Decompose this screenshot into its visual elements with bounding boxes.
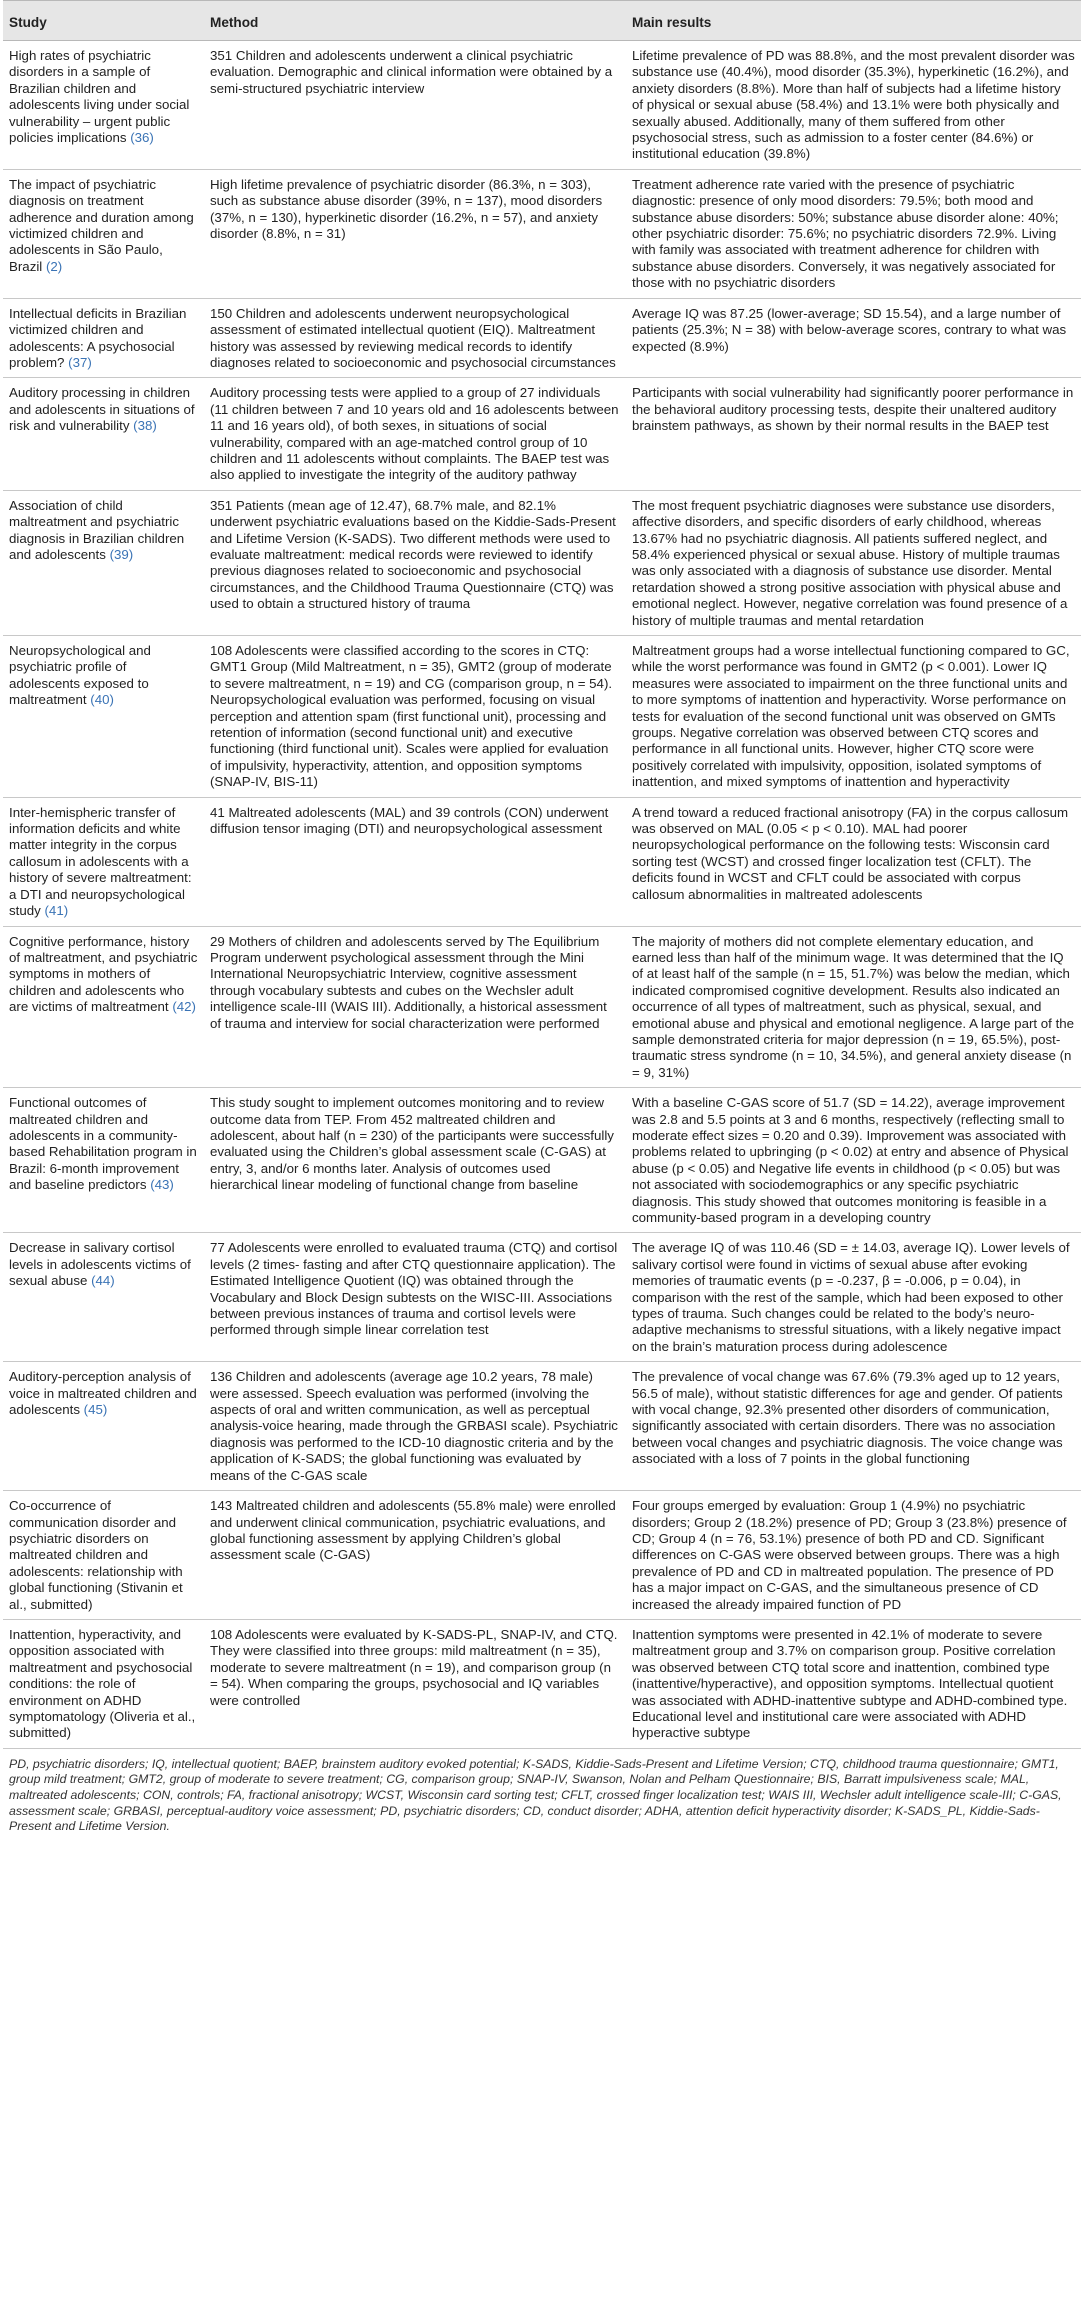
study-reference-link[interactable]: (40) — [90, 692, 114, 708]
cell-method: 41 Maltreated adolescents (MAL) and 39 controls (CON) underwent diffusion tensor imaging (DTI) and neuropsychological assessment — [204, 797, 626, 926]
cell-method: Auditory processing tests were applied to a group of 27 individuals (11 children between 7 and 10 years old and 16 adolescents between 11 and 16 years old), of both sexes, in situations of social vulnerability, compared with an age-matched control group of 10 children and 11 adolescents without complaints. The BAEP test was also applied to investigate the integrity of the auditory pathway — [204, 378, 626, 490]
cell-main-results: The most frequent psychiatric diagnoses were substance use disorders, affective disorders, and specific disorders of early childhood, whereas 13.67% had no psychiatric diagnosis. All patients suffered neglect, and 58.4% experienced physical or sexual abuse. History of multiple traumas was only associated with a diagnosis of substance use disorder. Mental retardation showed a strong positive association with physical abuse and emotional neglect. However, negative correlation was found presence of a history of multiple traumas and mental retardation — [626, 490, 1081, 635]
table-row — [3, 41, 1081, 170]
study-title: Intellectual deficits in Brazilian victimized children and adolescents: A psychosocial problem? — [9, 305, 187, 370]
table-row — [3, 1362, 1081, 1491]
cell-main-results: With a baseline C-GAS score of 51.7 (SD = 14.22), average improvement was 2.8 and 5.5 points at 3 and 6 months, respectively (reflecting small to moderate effect sizes = 0.20 and 0.39). Improvement was associated with problems related to upbringing (p < 0.02) at entry and absence of Physical abuse (p < 0.05) and Negative life events in childhood (p < 0.05) but was not associated with sociodemographics or any specific psychiatric diagnosis. This study showed that outcomes monitoring is feasible in a community-based program in a developing country — [626, 1088, 1081, 1233]
cell-main-results: Treatment adherence rate varied with the presence of psychiatric diagnostic: presence of only mood disorders: 79.5%; both mood and substance abuse disorders: 50%; substance abuse disorder alone: 40%; other psychiatric disorder: 75.6%; no psychiatric disorders 72.9%. Living with family was associated with treatment adherence for children with substance abuse disorders. Conversely, it was negatively associated for those with no psychiatric disorders — [626, 169, 1081, 298]
cell-study — [3, 298, 204, 378]
cell-method: 143 Maltreated children and adolescents (55.8% male) were enrolled and underwent clinical communication, psychiatric evaluations, and global functioning assessment by applying Children’s global assessment scale (C-GAS) — [204, 1491, 626, 1620]
table-row — [3, 1088, 1081, 1233]
study-reference-link[interactable]: (41) — [44, 903, 69, 919]
table-row — [3, 378, 1081, 490]
table-row — [3, 1491, 1081, 1620]
cell-main-results: Participants with social vulnerability had significantly poorer performance in the behavioral auditory processing tests, despite their unaltered auditory brainstem pathways, as shown by their normal results in the BAEP test — [626, 378, 1081, 490]
header-method: Method — [204, 1, 626, 41]
cell-method: 351 Patients (mean age of 12.47), 68.7% male, and 82.1% underwent psychiatric evaluations based on the Kiddie-Sads-Present and Lifetime Version (K-SADS). Two different methods were used to evaluate maltreatment: medical records were reviewed to identify previous diagnoses related to socioeconomic and psychosocial circumstances, and the Childhood Trauma Questionnaire (CTQ) was used to obtain a structured history of trauma — [204, 490, 626, 635]
study-title: Neuropsychological and psychiatric profile of adolescents exposed to maltreatment — [9, 643, 151, 708]
header-study: Study — [3, 1, 204, 41]
cell-main-results: The majority of mothers did not complete elementary education, and earned less than half of the minimum wage. It was determined that the IQ of at least half of the sample (n = 15, 51.7%) was below the median, which indicated compromised cognitive development. Results also indicated an occurrence of all types of maltreatment, such as physical, sexual, and emotional abuse and physical and emotional negligence. A large part of the sample demonstrated criteria for major depression (n = 19, 65.5%), post-traumatic stress syndrome (n = 10, 34.5%), and general anxiety disease (n = 9, 31%) — [626, 926, 1081, 1088]
study-title: Auditory-perception analysis of voice in maltreated children and adolescents — [9, 1369, 197, 1418]
table-row — [3, 298, 1081, 378]
study-reference-link[interactable]: (45) — [83, 1402, 108, 1418]
cell-method: This study sought to implement outcomes monitoring and to review outcome data from TEP. From 452 maltreated children and adolescent, about half (n = 230) of the participants were successfully evaluated using the Children’s global assessment scale (C-GAS) at entry, 3, and/or 6 months later. Analysis of outcomes used hierarchical linear modeling of functional change from baseline — [204, 1088, 626, 1233]
cell-main-results: Inattention symptoms were presented in 42.1% of moderate to severe maltreatment group and 3.7% on comparison group. Positive correlation was observed between CTQ total score and inattention, combined type (inattentive/hyperactive), and opposition symptoms. Intellectual quotient was associated with ADHD-inattentive subtype and ADHD-combined type. Educational level and institutional care were associated with ADHD hyperactive subtype — [626, 1619, 1081, 1748]
cell-study — [3, 1619, 204, 1748]
table-row — [3, 926, 1081, 1088]
header-row — [3, 1, 1081, 41]
table-row — [3, 797, 1081, 926]
cell-main-results: The average IQ of was 110.46 (SD = ± 14.03, average IQ). Lower levels of salivary cortisol were found in victims of sexual abuse after evoking memories of traumatic events (p = -0.237, β = -0.006, p = 0.04), in comparison with the rest of the sample, which had been exposed to other types of trauma. Such changes could be related to the body’s neuro-adaptive mechanisms to stressful situations, with a likely negative impact on the brain’s maturation process during adolescence — [626, 1233, 1081, 1362]
header-main-results: Main results — [626, 1, 1081, 41]
cell-study — [3, 41, 204, 170]
cell-method: 29 Mothers of children and adolescents served by The Equilibrium Program underwent psychological assessment through the Mini International Neuropsychiatric Interview, cognitive assessment through vocabulary subtests and cubes on the Wechsler adult intelligence scale-III (WAIS III). Additionally, a historical assessment of trauma and interview for social characterization were performed — [204, 926, 626, 1088]
cell-method: 108 Adolescents were evaluated by K-SADS-PL, SNAP-IV, and CTQ. They were classified into three groups: mild maltreatment (n = 35), moderate to severe maltreatment (n = 19), and comparison group (n = 54). When comparing the groups, psychosocial and IQ variables were controlled — [204, 1619, 626, 1748]
study-reference-link[interactable]: (2) — [45, 258, 63, 274]
cell-study — [3, 1233, 204, 1362]
study-title: High rates of psychiatric disorders in a sample of Brazilian children and adolescents living under social vulnerability – urgent public policies implications — [9, 48, 190, 146]
cell-main-results: Maltreatment groups had a worse intellectual functioning compared to GC, while the worst performance was found in GMT2 (p < 0.001). Lower IQ measures were associated to impairment on the three functional units and to more symptoms of inattention and hyperactivity. Worse performance on tests for evaluation of the second functional unit was observed on GMTs groups. Negative correlation was observed between CTQ scores and performance in all functional units. However, higher CTQ score were positively correlated with impulsivity, opposition, isolated symptoms of inattention, and mixed symptoms of inattention and hyperactivity — [626, 636, 1081, 798]
table-row — [3, 1619, 1081, 1748]
study-title: Decrease in salivary cortisol levels in adolescents victims of sexual abuse — [9, 1240, 191, 1289]
study-title: Cognitive performance, history of maltreatment, and psychiatric symptoms in mothers of children and adolescents who are victims of maltreatment — [9, 933, 198, 1015]
cell-main-results: Average IQ was 87.25 (lower-average; SD 15.54), and a large number of patients (25.3%; N = 38) with below-average scores, contrary to what was expected (8.9%) — [626, 298, 1081, 378]
table-row — [3, 490, 1081, 635]
study-title: The impact of psychiatric diagnosis on treatment adherence and duration among victimized children and adolescents in São Paulo, Brazil — [9, 176, 194, 274]
table-row — [3, 1233, 1081, 1362]
table-row — [3, 636, 1081, 798]
study-title: Auditory processing in children and adolescents in situations of risk and vulnerability — [9, 385, 195, 434]
study-reference-link[interactable]: (39) — [109, 546, 134, 562]
study-reference-link[interactable]: (43) — [150, 1177, 174, 1193]
study-title: Inter-hemispheric transfer of information deficits and white matter integrity in the corpus callosum in adolescents with a history of severe maltreatment: a DTI and neuropsychological study — [9, 804, 192, 919]
cell-main-results: Four groups emerged by evaluation: Group 1 (4.9%) no psychiatric disorders; Group 2 (18.2%) presence of PD; Group 3 (23.8%) presence of CD; Group 4 (n = 76, 53.1%) presence of both PD and CD. Significant differences on C-GAS were observed between groups. There was a high prevalence of PD and CD in maltreated population. The presence of PD has a major impact on C-GAS, and the simultaneous presence of CD increased the already impaired function of PD — [626, 1491, 1081, 1620]
cell-study — [3, 926, 204, 1088]
table-row — [3, 169, 1081, 298]
cell-method: 351 Children and adolescents underwent a clinical psychiatric evaluation. Demographic and clinical information were obtained by a semi-structured psychiatric interview — [204, 41, 626, 170]
cell-method: High lifetime prevalence of psychiatric disorder (86.3%, n = 303), such as substance abuse disorder (39%, n = 137), mood disorders (37%, n = 130), hyperkinetic disorder (16.2%, n = 57), and anxiety disorder (8.8%, n = 31) — [204, 169, 626, 298]
study-title: Association of child maltreatment and psychiatric diagnosis in Brazilian children and adolescents — [9, 497, 185, 562]
cell-study — [3, 1491, 204, 1620]
cell-study — [3, 1362, 204, 1491]
cell-method: 108 Adolescents were classified according to the scores in CTQ: GMT1 Group (Mild Maltreatment, n = 35), GMT2 (group of moderate to severe maltreatment, n = 19) and CG (comparison group, n = 54). Neuropsychological evaluation was performed, focusing on visual perception and attention spam (first functional unit), processing and retention of information (second functional unit) and executive functioning (third functional unit). Scales were applied for evaluation of impulsivity, hyperactivity, attention, and opposition symptoms (SNAP-IV, BIS-11) — [204, 636, 626, 798]
cell-study — [3, 378, 204, 490]
study-title: Co-occurrence of communication disorder and psychiatric disorders on maltreated children and adolescents: relationship with global functioning (Stivanin et al., submitted) — [9, 1498, 183, 1612]
cell-method: 150 Children and adolescents underwent neuropsychological assessment of estimated intellectual quotient (EIQ). Maltreatment history was assessed by reviewing medical records to identify diagnoses related to socioeconomic and psychosocial circumstances — [204, 298, 626, 378]
study-reference-link[interactable]: (44) — [91, 1273, 115, 1289]
study-reference-link[interactable]: (36) — [130, 130, 154, 146]
study-title: Inattention, hyperactivity, and opposition associated with maltreatment and psychosocial conditions: the role of environment on ADHD symptomatology (Oliveria et al., submitted) — [9, 1626, 196, 1741]
study-reference-link[interactable]: (38) — [133, 418, 157, 434]
cell-study — [3, 1088, 204, 1233]
cell-study — [3, 490, 204, 635]
study-reference-link[interactable]: (42) — [172, 999, 196, 1015]
study-reference-link[interactable]: (37) — [68, 354, 92, 370]
table-header — [3, 1, 1081, 41]
cell-study — [3, 169, 204, 298]
table-body — [3, 41, 1081, 1749]
cell-method: 136 Children and adolescents (average age 10.2 years, 78 male) were assessed. Speech evaluation was performed (involving the aspects of oral and written communication, as well as perceptual analysis-voice hearing, made through the GRBASI scale). Psychiatric diagnosis was performed to the ICD-10 diagnostic criteria and by the application of K-SADS; the global functioning was evaluated by means of the C-GAS scale — [204, 1362, 626, 1491]
cell-method: 77 Adolescents were enrolled to evaluated trauma (CTQ) and cortisol levels (2 times- fasting and after CTQ questionnaire application). The Estimated Intelligence Quotient (IQ) was obtained through the Vocabulary and Block Design subtests on the WISC-III. Associations between previous instances of trauma and cortisol levels were performed through simple linear correlation test — [204, 1233, 626, 1362]
cell-study — [3, 797, 204, 926]
studies-table — [3, 0, 1081, 1749]
cell-main-results: A trend toward a reduced fractional anisotropy (FA) in the corpus callosum was observed on MAL (0.05 < p < 0.10). MAL had poorer neuropsychological performance on the following tests: Wisconsin card sorting test (WCST) and crossed finger localization test (CFLT). The deficits found in WCST and CFLT could be associated with corpus callosum abnormalities in maltreated adolescents — [626, 797, 1081, 926]
cell-main-results: Lifetime prevalence of PD was 88.8%, and the most prevalent disorder was substance use (40.4%), mood disorder (35.3%), hyperkinetic (16.2%), and anxiety disorders (8.8%). More than half of subjects had a lifetime history of physical or sexual abuse (58.4%) and 13.1% were both physically and sexually abused. Additionally, many of them suffered from other psychosocial stress, such as admission to a foster center (84.6%) or institutional education (39.8%) — [626, 41, 1081, 170]
cell-main-results: The prevalence of vocal change was 67.6% (79.3% aged up to 12 years, 56.5 of male), without statistic differences for age and gender. Of patients with vocal change, 92.3% presented other disorders of communication, significantly associated with certain disorders. There was no association between vocal changes and psychiatric diagnosis. The voice change was associated with a loss of 7 points in the global functioning — [626, 1362, 1081, 1491]
study-title: Functional outcomes of maltreated children and adolescents in a community-based Rehabilitation program in Brazil: 6-month improvement and baseline predictors — [9, 1095, 197, 1193]
cell-study — [3, 636, 204, 798]
abbreviations-footnote: PD, psychiatric disorders; IQ, intellectual quotient; BAEP, brainstem auditory evoked potential; K-SADS, Kiddie-Sads-Present and Lifetime Version; CTQ, childhood trauma questionnaire; GMT1, group mild treatment; GMT2, group of moderate to severe treatment; CG, comparison group; SNAP-IV, Swanson, Nolan and Pelham Questionnaire; BIS, Barratt impulsiveness scale; MAL, maltreated adolescents; CON, controls; FA, fractional anisotropy; WCST, Wisconsin card sorting test; CFLT, crossed finger localization test; WAIS III, Wechsler adult intelligence scale-III; C-GAS, assessment scale; GRBASI, perceptual-auditory voice assessment; PD, psychiatric disorders; CD, conduct disorder; ADHA, attention deficit hyperactivity disorder; K-SADS_PL, Kiddie-Sads-Present and Lifetime Version. — [9, 1756, 1062, 1834]
